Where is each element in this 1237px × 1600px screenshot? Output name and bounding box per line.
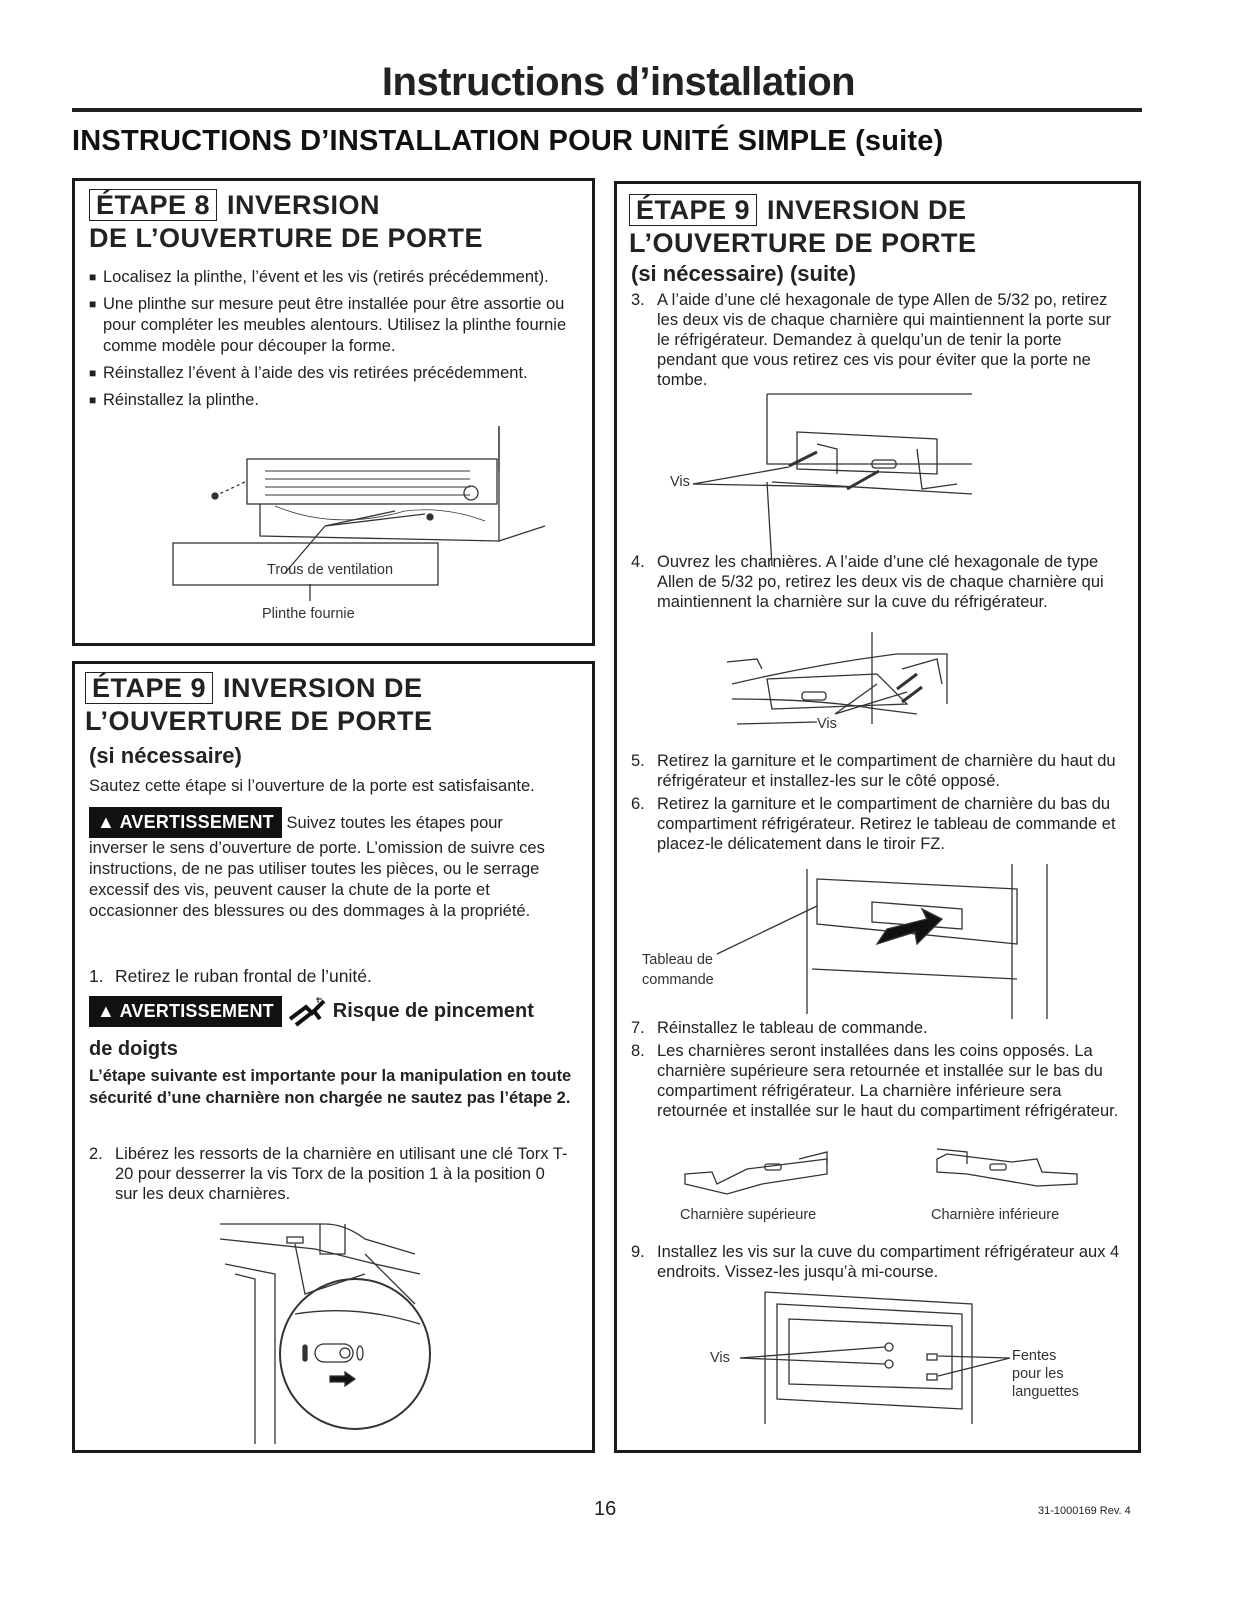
list-item: 3. A l’aide d’une clé hexagonale de type Allen de 5/32 po, retirez les deux vis de chaque charnière qui maintiennent la porte sur le réfrigérateur. Demandez à quelqu’un de tenir la porte pendant que vous retirez ces vis pour éviter que la porte ne tombe. bbox=[631, 291, 1112, 389]
label-screws-3: Vis bbox=[710, 1350, 730, 1366]
kickplate-illustration bbox=[75, 181, 598, 649]
label-screws-1: Vis bbox=[670, 474, 690, 490]
pinch-title: de doigts bbox=[89, 1038, 178, 1060]
label-vents: Trous de ventilation bbox=[267, 562, 394, 578]
step9-cont-heading: ÉTAPE 9 INVERSION DE L’OUVERTURE DE PORTE bbox=[629, 195, 977, 258]
list-item: 8. Les charnières seront installées dans les coins opposés. La charnière supérieure sera retournée et installée sur le bas du compartiment réfrigérateur. La charnière inférieure sera retournée et installée sur le haut du compartiment réfrigérateur. bbox=[631, 1042, 1119, 1120]
step9-intro: Sautez cette étape si l’ouverture de la porte est satisfaisante. bbox=[89, 777, 535, 795]
title-rule bbox=[72, 108, 1142, 112]
list-item: 6. Retirez la garniture et le compartiment de charnière du bas du compartiment réfrigérateur. Retirez le tableau de commande et placez-le délicatement dans le tiroir FZ. bbox=[631, 795, 1116, 853]
label-kickplate: Plinthe fournie bbox=[262, 606, 355, 622]
list-item: ■ Réinstallez l’évent à l’aide des vis retirées précédemment. bbox=[89, 363, 569, 384]
label-upper-hinge: Charnière supérieure bbox=[680, 1207, 817, 1223]
warning-block-2: ▲ AVERTISSEMENT Risque de pincement bbox=[89, 996, 579, 1029]
list-item: 4. Ouvrez les charnières. A l’aide d’une clé hexagonale de type Allen de 5/32 po, retirez les deux vis de chaque charnière qui maintiennent la charnière sur la cuve du réfrigérateur. bbox=[631, 553, 1104, 611]
page-number: 16 bbox=[594, 1498, 617, 1520]
page-title: Instructions d’installation bbox=[381, 60, 856, 104]
label-lower-hinge: Charnière inférieure bbox=[931, 1207, 1060, 1223]
list-item: 7. Réinstallez le tableau de commande. bbox=[631, 1019, 928, 1037]
step9-cont-subheading: (si nécessaire) (suite) bbox=[631, 261, 856, 286]
doc-number: 31-1000169 Rev. 4 bbox=[1038, 1505, 1131, 1517]
step8-heading: ÉTAPE 8 INVERSION DE L’OUVERTURE DE PORTE bbox=[89, 190, 484, 253]
list-item: 9. Installez les vis sur la cuve du compartiment réfrigérateur aux 4 endroits. Vissez-les jusqu’à mi-course. bbox=[631, 1243, 1120, 1281]
warning2-text: L’étape suivante est importante pour la manipulation en toute sécurité d’une charnière non chargée ne sautez pas l’étape 2. bbox=[89, 1067, 572, 1107]
step8-box bbox=[72, 178, 595, 646]
label-screws-2: Vis bbox=[817, 716, 837, 732]
list-item: ■ Une plinthe sur mesure peut être installée pour être assortie ou pour compléter les meubles alentours. Utilisez la plinthe fournie comme modèle pour découper la forme. bbox=[89, 294, 569, 357]
list-item: 1. Retirez le ruban frontal de l’unité. bbox=[89, 966, 372, 986]
list-item: ■ Réinstallez la plinthe. bbox=[89, 390, 569, 411]
step9-cont-tag: ÉTAPE 9 bbox=[629, 194, 757, 226]
step9-heading: ÉTAPE 9 INVERSION DE L’OUVERTURE DE PORTE bbox=[85, 673, 433, 736]
list-item: ■ Localisez la plinthe, l’évent et les vis (retirés précédemment). bbox=[89, 267, 569, 288]
list-item: 5. Retirez la garniture et le compartiment de charnière du haut du réfrigérateur et installez-les sur le côté opposé. bbox=[631, 752, 1116, 790]
label-control-panel-2: commande bbox=[642, 972, 714, 988]
step8-tag: ÉTAPE 8 bbox=[89, 189, 217, 221]
cabinet-screws-illustration bbox=[617, 184, 1144, 1456]
hinge-torx-illustration bbox=[75, 664, 598, 1456]
warning-badge: ▲ AVERTISSEMENT bbox=[89, 996, 282, 1027]
label-tab-slots: Fentes pour les languettes bbox=[1012, 1348, 1079, 1400]
list-item: 2. Libérez les ressorts de la charnière en utilisant une clé Torx T-20 pour desserrer la vis Torx de la position 1 à la position 0 sur les deux charnières. bbox=[89, 1145, 568, 1203]
warning-block-1: ▲ AVERTISSEMENT Suivez toutes les étapes pour inverser le sens d’ouverture de porte. L’omission de suivre ces instructions, de ne pas utiliser toutes les pièces, ou le serrage excessif des vis, peuvent causer la chute de la porte et occasionner des blessures ou des dommages à la propriété. bbox=[89, 807, 569, 922]
step9-box-left bbox=[72, 661, 595, 1453]
step9-subheading: (si nécessaire) bbox=[89, 743, 242, 768]
warning-badge: ▲ AVERTISSEMENT bbox=[89, 807, 282, 838]
step9-box-right bbox=[614, 181, 1141, 1453]
section-subtitle: INSTRUCTIONS D’INSTALLATION POUR UNITÉ SIMPLE (suite) bbox=[72, 125, 944, 157]
label-control-panel-1: Tableau de bbox=[642, 952, 713, 968]
step9-tag: ÉTAPE 9 bbox=[85, 672, 213, 704]
